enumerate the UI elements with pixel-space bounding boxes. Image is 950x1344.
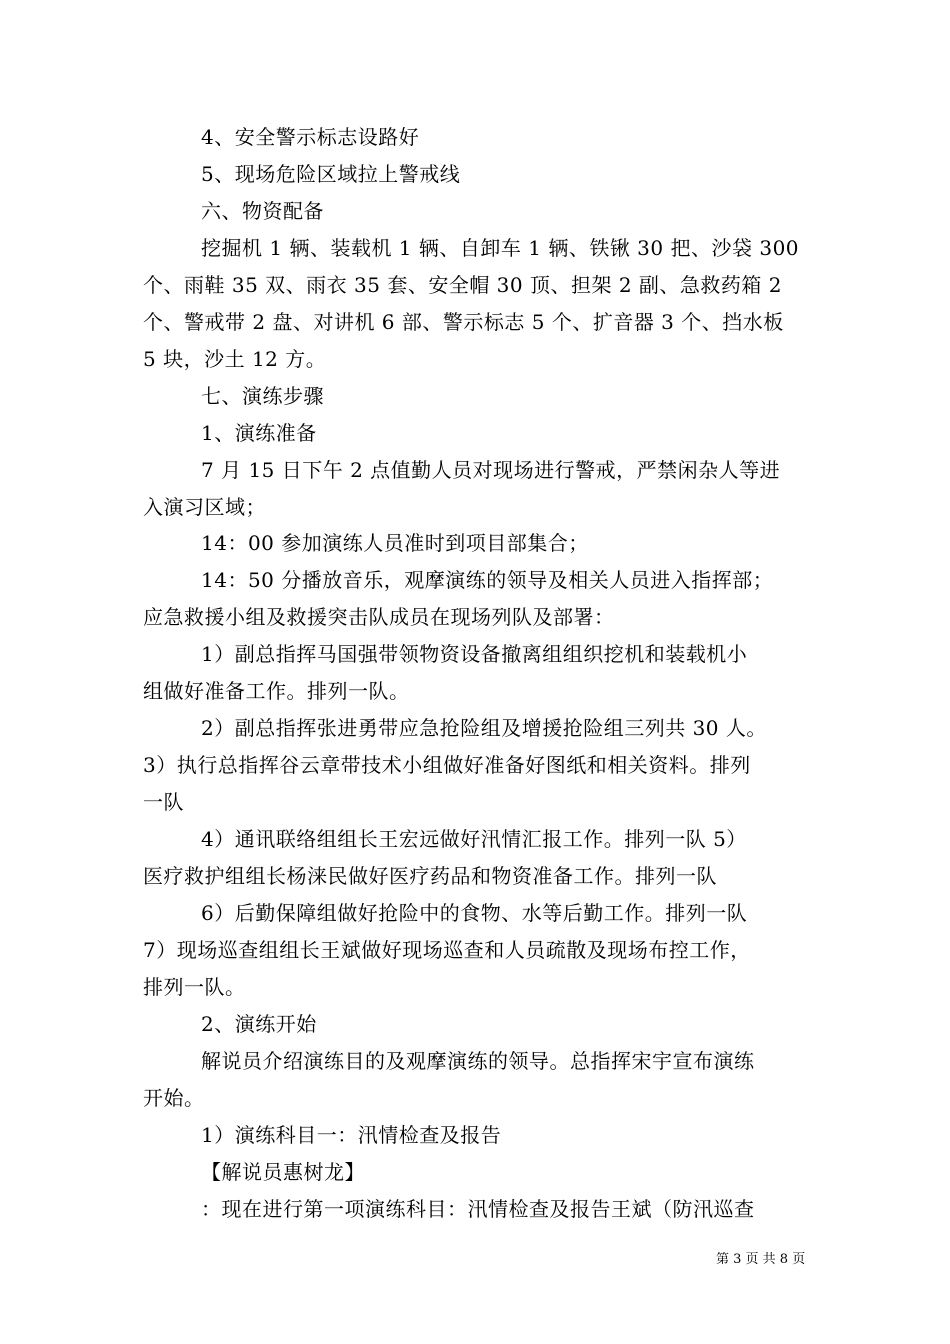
text-line: 14：50 分播放音乐，观摩演练的领导及相关人员进入指挥部； <box>201 568 774 592</box>
page-number: 第 3 页 共 8 页 <box>716 1252 806 1267</box>
text-line: 排列一队。 <box>143 975 246 999</box>
text-line: 14：00 参加演练人员准时到项目部集合； <box>201 531 589 555</box>
text-line: 5、现场危险区域拉上警戒线 <box>201 162 461 186</box>
text-line: 入演习区域； <box>143 495 266 519</box>
text-line: 5 块，沙土 12 方。 <box>143 347 327 371</box>
subsection-heading: 1、演练准备 <box>201 421 317 445</box>
text-line: 医疗救护组组长杨涞民做好医疗药品和物资准备工作。排列一队 <box>143 864 717 888</box>
text-line: 3）执行总指挥谷云章带技术小组做好准备好图纸和相关资料。排列 <box>143 753 751 777</box>
section-heading: 七、演练步骤 <box>201 384 324 408</box>
text-line: 解说员介绍演练目的及观摩演练的领导。总指挥宋宇宣布演练 <box>201 1049 755 1073</box>
text-line: 7 月 15 日下午 2 点值勤人员对现场进行警戒，严禁闲杂人等进 <box>201 458 781 482</box>
text-line: 1）副总指挥马国强带领物资设备撤离组组织挖机和装载机小 <box>201 642 748 666</box>
section-heading: 六、物资配备 <box>201 199 324 223</box>
text-line: 挖掘机 1 辆、装载机 1 辆、自卸车 1 辆、铁锹 30 把、沙袋 300 <box>201 236 800 260</box>
text-line: 组做好准备工作。排列一队。 <box>143 679 410 703</box>
text-line: 7）现场巡查组组长王斌做好现场巡查和人员疏散及现场布控工作， <box>143 938 751 962</box>
text-line: 应急救援小组及救援突击队成员在现场列队及部署： <box>143 605 615 629</box>
text-line: 1）演练科目一：汛情检查及报告 <box>201 1123 502 1147</box>
text-line: 个、警戒带 2 盘、对讲机 6 部、警示标志 5 个、扩音器 3 个、挡水板 <box>143 310 784 334</box>
text-line: 个、雨鞋 35 双、雨衣 35 套、安全帽 30 顶、担架 2 副、急救药箱 2 <box>143 273 783 297</box>
text-line: 6）后勤保障组做好抢险中的食物、水等后勤工作。排列一队 <box>201 901 748 925</box>
text-line: 2）副总指挥张进勇带应急抢险组及增援抢险组三列共 30 人。 <box>201 716 767 740</box>
text-line: 开始。 <box>143 1086 205 1110</box>
text-line: ：现在进行第一项演练科目：汛情检查及报告王斌（防汛巡查 <box>201 1197 755 1221</box>
text-line: 【解说员惠树龙】 <box>201 1160 365 1184</box>
text-line: 4、安全警示标志设路好 <box>201 125 420 149</box>
text-line: 4）通讯联络组组长王宏远做好汛情汇报工作。排列一队 5） <box>201 827 747 851</box>
subsection-heading: 2、演练开始 <box>201 1012 317 1036</box>
text-line: 一队 <box>143 790 184 814</box>
